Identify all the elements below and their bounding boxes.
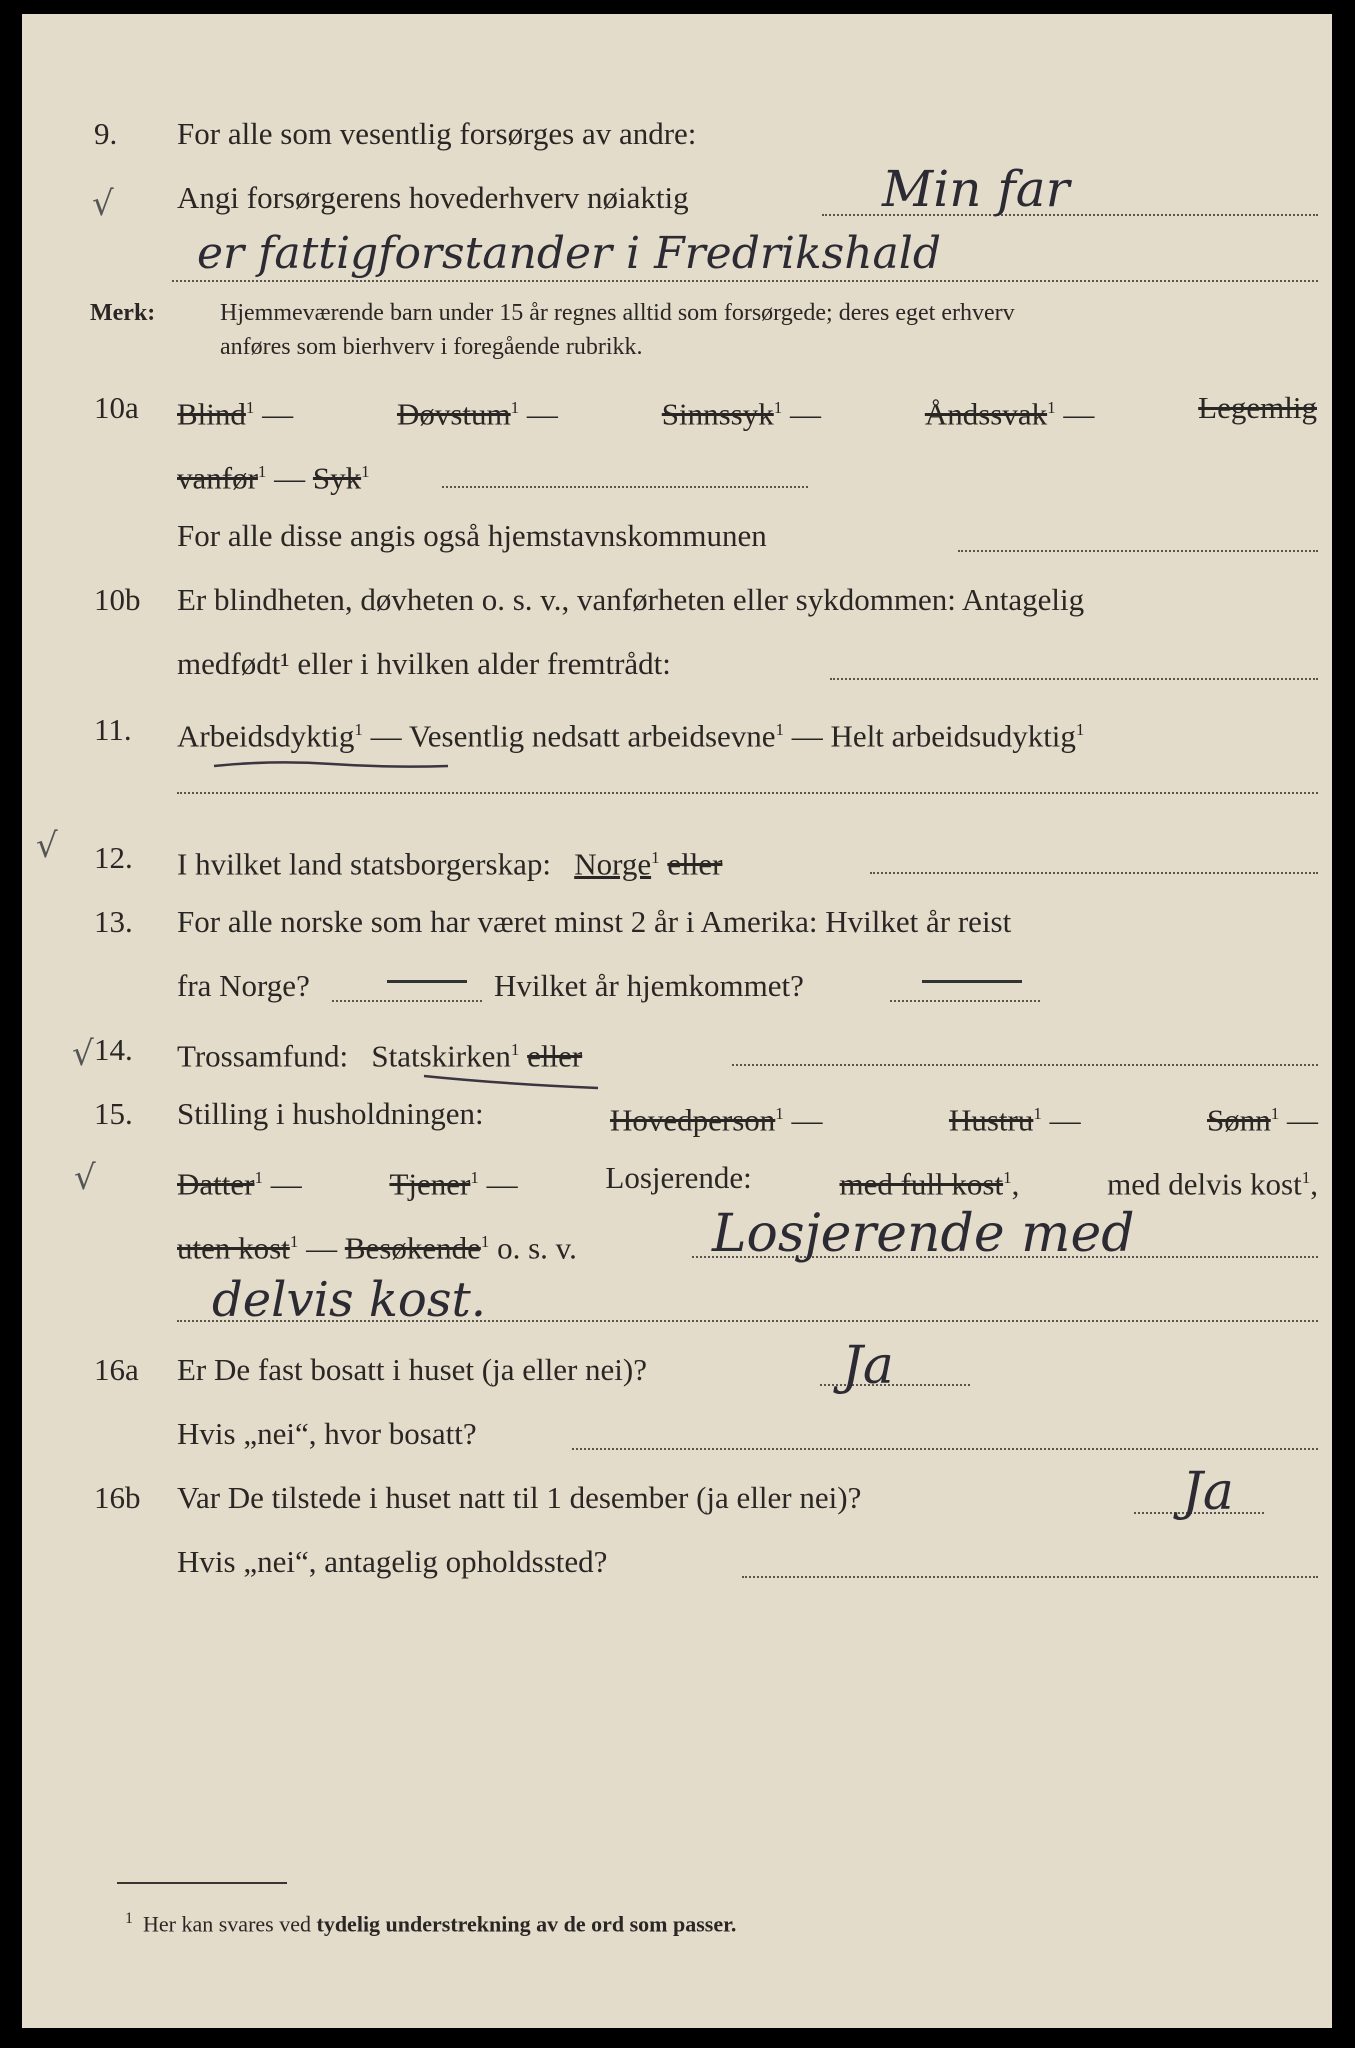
- option-blind: Blind: [177, 396, 246, 432]
- option-uten-kost: uten kost: [177, 1230, 290, 1266]
- question-10b: [22, 578, 1332, 622]
- superscript: 1: [470, 1168, 479, 1187]
- question-text: [177, 386, 1317, 436]
- option-legemlig: Legemlig: [1198, 390, 1317, 425]
- question-text: [177, 836, 722, 886]
- question-text: Hvis „nei“, antagelig opholdssted?: [177, 1544, 608, 1579]
- option-dovstum: Døvstum: [396, 396, 511, 432]
- option-arbeidsdyktig: Arbeidsdyktig: [177, 718, 355, 754]
- option-full-kost: med full kost: [839, 1166, 1004, 1202]
- option-udyktig: — Helt arbeidsudyktig: [784, 718, 1076, 754]
- merk-note: [22, 296, 1332, 366]
- superscript: 1: [354, 720, 363, 739]
- handwritten-answer: delvis kost.: [212, 1272, 487, 1328]
- question-text: fra Norge?: [177, 968, 310, 1003]
- handwritten-answer: Min far: [882, 160, 1070, 218]
- question-label: Trossamfund:: [177, 1038, 349, 1074]
- question-text: For alle norske som har været minst 2 år i Amerika: Hvilket år reist: [177, 904, 1012, 939]
- superscript: 1: [1033, 1104, 1042, 1123]
- option-besokende: Besøkende: [344, 1230, 481, 1266]
- question-10a-line-3: [22, 514, 1332, 558]
- option-sonn: Sønn: [1207, 1102, 1271, 1138]
- question-13-line-2: [22, 964, 1332, 1008]
- question-15: [22, 1092, 1332, 1136]
- question-text: Stilling i husholdningen: Hovedperson$^1$ — Hustru$^1$ — Sønn$^1$ —: [177, 1092, 1318, 1142]
- merk-text: Hjemmeværende barn under 15 år regnes alltid som forsørgede; deres eget erhverv: [220, 300, 1015, 326]
- footnote-rule: [117, 1882, 287, 1884]
- question-text: Angi forsørgerens hovederhverv nøiaktig: [177, 180, 689, 215]
- question-text: Er blindheten, døvheten o. s. v., vanførheten eller sykdommen: Antagelig: [177, 582, 1085, 617]
- question-14: [22, 1028, 1332, 1072]
- answer-line: [742, 1576, 1318, 1578]
- question-12: [22, 836, 1332, 880]
- option-statskirken: Statskirken: [371, 1038, 511, 1074]
- question-text: medfødt¹ eller i hvilken alder fremtrådt:: [177, 646, 671, 681]
- answer-line: [332, 1000, 482, 1002]
- question-number: 16a: [94, 1352, 139, 1387]
- question-text: Var De tilstede i huset natt til 1 desember (ja eller nei)?: [177, 1480, 862, 1515]
- answer-line: [890, 1000, 1040, 1002]
- handwritten-answer: Ja: [1182, 1462, 1234, 1522]
- question-number: 14.: [94, 1032, 133, 1067]
- superscript: 1: [651, 848, 660, 867]
- question-number: 15.: [94, 1096, 133, 1131]
- superscript: 1: [1270, 1104, 1280, 1123]
- question-16a-line-2: [22, 1412, 1332, 1456]
- superscript: 1: [1047, 398, 1056, 417]
- question-text: For alle disse angis også hjemstavnskommunen: [177, 518, 767, 553]
- question-number: 11.: [94, 712, 132, 747]
- footnote-text-bold: tydelig understrekning av de ord som passer.: [316, 1911, 737, 1937]
- handwritten-answer: Ja: [842, 1336, 894, 1396]
- check-mark-15: √: [74, 1158, 96, 1198]
- question-9-line-3: [22, 228, 1332, 280]
- option-eller: eller: [527, 1038, 583, 1074]
- footnote: [125, 1904, 736, 1939]
- option-sinnssyk: Sinnssyk: [661, 396, 774, 432]
- question-number: 12.: [94, 840, 133, 875]
- question-13: [22, 900, 1332, 944]
- option-tjener: Tjener: [389, 1166, 471, 1202]
- superscript: 1: [254, 1168, 263, 1187]
- question-10a: [22, 386, 1332, 430]
- option-andssvak: Åndssvak: [924, 396, 1048, 432]
- footnote-text: Her kan svares ved: [143, 1911, 317, 1937]
- question-label: I hvilket land statsborgerskap:: [177, 846, 551, 882]
- check-mark-14: √: [72, 1034, 94, 1074]
- question-text: For alle som vesentlig forsørges av andre:: [177, 116, 697, 151]
- dash-mark: [387, 980, 467, 983]
- superscript: 1: [1003, 1168, 1012, 1187]
- question-9: [22, 112, 1332, 156]
- superscript: 1: [510, 1040, 520, 1059]
- option-losjerende: Losjerende:: [605, 1160, 752, 1195]
- question-11-line-2: [22, 766, 1332, 810]
- option-syk: Syk: [312, 460, 362, 496]
- question-10a-line-2: [22, 450, 1332, 494]
- question-text: [177, 450, 370, 500]
- check-mark-12: √: [36, 826, 58, 866]
- question-number: 13.: [94, 904, 133, 939]
- question-15-line-3: [22, 1204, 1332, 1266]
- superscript: 1: [1301, 1168, 1311, 1187]
- question-text: Datter$^1$ — Tjener$^1$ — Losjerende: med full kost$^1$, med delvis kost$^1$,: [177, 1156, 1318, 1206]
- answer-line: [830, 678, 1318, 680]
- question-11: [22, 708, 1332, 752]
- question-label: Stilling i husholdningen:: [177, 1096, 484, 1131]
- question-number: 10a: [94, 390, 139, 425]
- question-text: uten kost$^1$ — Besøkende$^1$ o. s. v.: [177, 1230, 577, 1266]
- question-number: 16b: [94, 1480, 141, 1515]
- option-hustru: Hustru: [948, 1102, 1034, 1138]
- merk-text: anføres som bierhverv i foregående rubrikk.: [220, 334, 643, 360]
- separator: —: [519, 396, 558, 432]
- option-eller: eller: [667, 846, 723, 882]
- question-text: [177, 708, 1084, 758]
- option-nedsatt: — Vesentlig nedsatt arbeidsevne: [362, 718, 776, 754]
- separator: —: [254, 396, 294, 432]
- question-10b-line-2: [22, 642, 1332, 686]
- separator: —: [1055, 396, 1095, 432]
- question-15-line-2: [22, 1156, 1332, 1200]
- footnote-mark: 1: [125, 1910, 133, 1927]
- separator: —: [266, 460, 313, 496]
- option-delvis-kost: med delvis kost: [1107, 1166, 1302, 1202]
- check-mark-9: √: [92, 184, 114, 224]
- question-15-line-4: [22, 1272, 1332, 1328]
- question-text: Hvis „nei“, hvor bosatt?: [177, 1416, 477, 1451]
- superscript: 1: [245, 398, 255, 417]
- answer-line: [442, 486, 808, 488]
- underline-mark: [422, 1070, 602, 1094]
- question-number: 10b: [94, 582, 141, 617]
- superscript: 1: [775, 720, 785, 739]
- question-text: Hvilket år hjemkommet?: [494, 968, 804, 1003]
- superscript: 1: [480, 1232, 490, 1251]
- handwritten-answer: er fattigforstander i Fredrikshald: [197, 228, 942, 279]
- question-9-line-2: [22, 160, 1332, 220]
- answer-line: [572, 1448, 1318, 1450]
- answer-line: [732, 1064, 1318, 1066]
- option-norge: Norge: [574, 846, 652, 882]
- superscript: 1: [361, 462, 370, 481]
- superscript: 1: [1075, 720, 1085, 739]
- superscript: 1: [775, 1104, 784, 1123]
- census-form-page: [22, 14, 1332, 2028]
- dash-mark: [922, 980, 1022, 983]
- answer-line: [177, 792, 1318, 794]
- option-vanfor: vanfør: [177, 460, 258, 496]
- answer-line: [870, 872, 1318, 874]
- question-text: Er De fast bosatt i huset (ja eller nei)?: [177, 1352, 647, 1387]
- separator: —: [782, 396, 821, 432]
- question-16b-line-2: [22, 1540, 1332, 1584]
- superscript: 1: [289, 1232, 299, 1251]
- option-hovedperson: Hovedperson: [610, 1102, 776, 1138]
- merk-label: Merk:: [90, 300, 156, 326]
- handwritten-answer: Losjerende med: [712, 1204, 1135, 1264]
- superscript: 1: [257, 462, 267, 481]
- osv-label: o. s. v.: [497, 1230, 577, 1266]
- superscript: 1: [773, 398, 783, 417]
- superscript: 1: [510, 398, 520, 417]
- answer-line: [172, 280, 1318, 282]
- question-16a: [22, 1336, 1332, 1396]
- question-16b: [22, 1462, 1332, 1522]
- answer-line: [958, 550, 1318, 552]
- question-number: 9.: [94, 116, 118, 151]
- option-datter: Datter: [177, 1166, 255, 1202]
